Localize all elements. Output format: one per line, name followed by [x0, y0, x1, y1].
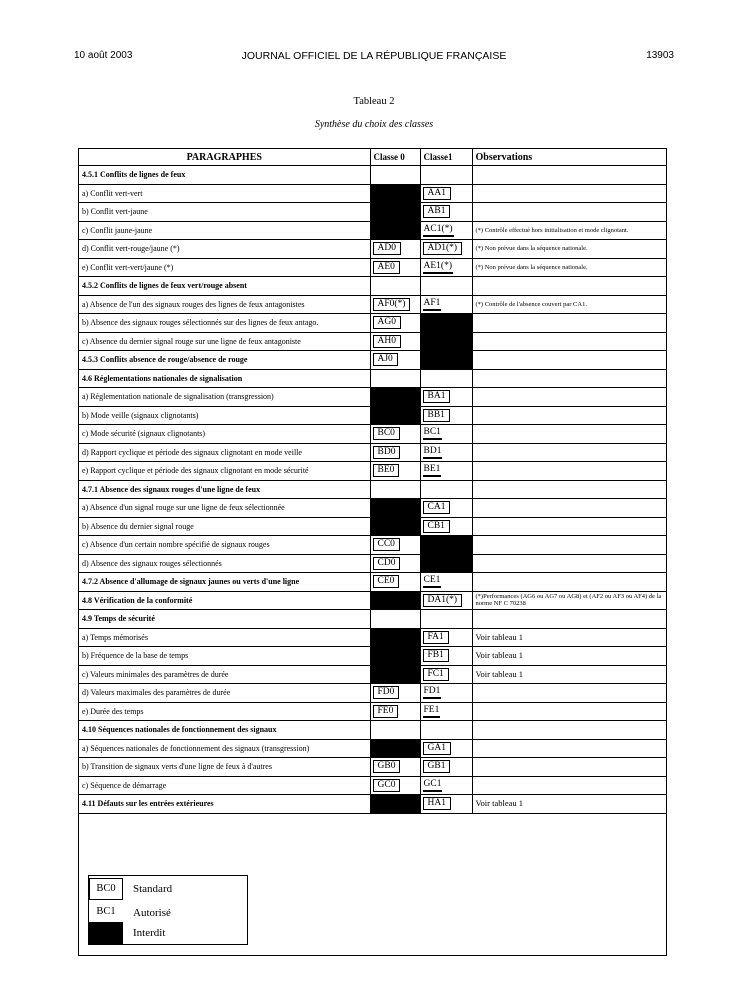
classe1-cell	[420, 462, 472, 481]
classe0-code: CE0	[373, 575, 400, 588]
observation-cell	[472, 388, 666, 407]
classe1-code: FC1	[423, 668, 449, 681]
classe1-code: CE1	[423, 575, 442, 588]
classe1-cell	[420, 203, 472, 222]
paragraph-label: c) Absence du dernier signal rouge sur une ligne de feux antagoniste	[79, 332, 370, 351]
observation-cell: Voir tableau 1	[472, 665, 666, 684]
classe1-cell	[420, 425, 472, 444]
classe1-cell	[420, 184, 472, 203]
section-row	[79, 795, 666, 814]
classe1-code: FE1	[423, 705, 441, 718]
table-row	[79, 776, 666, 795]
classe1-cell	[420, 591, 472, 610]
observation-cell: (*)Performances (AG6 ou AG7 ou AG8) et (AF2 ou AF3 ou AF4) de la norme NF C 70238	[472, 591, 666, 610]
legend-autorise-code: BC1	[89, 902, 123, 924]
observation-cell	[472, 573, 666, 592]
table-row	[79, 702, 666, 721]
paragraph-label: c) Mode sécurité (signaux clignotants)	[79, 425, 370, 444]
paragraph-label: d) Absence des signaux rouges sélectionnés	[79, 554, 370, 573]
paragraph-label: 4.9 Temps de sécurité	[79, 610, 370, 629]
classe0-cell	[370, 628, 420, 647]
paragraph-label: 4.7.2 Absence d'allumage de signaux jaunes ou verts d'une ligne	[79, 573, 370, 592]
paragraph-label: a) Conflit vert-vert	[79, 184, 370, 203]
table-header-row	[79, 149, 666, 166]
journal-title: JOURNAL OFFICIEL DE LA RÉPUBLIQUE FRANÇAISE	[241, 50, 507, 62]
observation-cell	[472, 369, 666, 388]
classe0-cell	[370, 591, 420, 610]
classe0-cell	[370, 647, 420, 666]
paragraph-label: 4.11 Défauts sur les entrées extérieures	[79, 795, 370, 814]
classe1-cell	[420, 240, 472, 259]
col-header-observations: Observations	[472, 149, 666, 166]
classe1-cell	[420, 739, 472, 758]
table-subtitle: Synthèse du choix des classes	[314, 119, 434, 130]
paragraph-label: a) Séquences nationales de fonctionnement des signaux (transgression)	[79, 739, 370, 758]
observation-cell	[472, 702, 666, 721]
classe1-cell	[420, 166, 472, 185]
classe0-cell	[370, 795, 420, 814]
observation-cell: (*) Non prévue dans la séquence nationale.	[472, 240, 666, 259]
classe0-code: CD0	[373, 557, 401, 570]
paragraph-label: a) Absence d'un signal rouge sur une ligne de feux sélectionnée	[79, 499, 370, 518]
table-row	[79, 258, 666, 277]
paragraph-label: 4.7.1 Absence des signaux rouges d'une ligne de feux	[79, 480, 370, 499]
classe0-cell	[370, 462, 420, 481]
classe0-code: GB0	[373, 760, 401, 773]
table-row	[79, 554, 666, 573]
paragraph-label: c) Séquence de démarrage	[79, 776, 370, 795]
section-row	[79, 610, 666, 629]
legend-standard	[89, 878, 247, 900]
classe0-cell	[370, 314, 420, 333]
classe1-code: BB1	[423, 409, 450, 422]
classe0-code: BD0	[373, 446, 401, 459]
classe0-cell	[370, 573, 420, 592]
classe0-cell	[370, 610, 420, 629]
col-header-paragraphes: PARAGRAPHES	[79, 149, 370, 166]
legend-interdit-swatch	[89, 922, 123, 944]
table-frame	[78, 148, 667, 956]
paragraph-label: b) Fréquence de la base de temps	[79, 647, 370, 666]
classe0-cell	[370, 684, 420, 703]
observation-cell	[472, 277, 666, 296]
classe1-code: GB1	[423, 760, 451, 773]
table-row	[79, 388, 666, 407]
paragraph-label: a) Absence de l'un des signaux rouges des lignes de feux antagonistes	[79, 295, 370, 314]
paragraph-label: 4.6 Réglementations nationales de signalisation	[79, 369, 370, 388]
classe1-cell	[420, 573, 472, 592]
classe0-cell	[370, 240, 420, 259]
observation-cell	[472, 758, 666, 777]
classe0-cell	[370, 184, 420, 203]
table-title: Tableau 2	[353, 96, 395, 107]
paragraph-label: b) Mode veille (signaux clignotants)	[79, 406, 370, 425]
paragraph-label: d) Valeurs maximales des paramètres de durée	[79, 684, 370, 703]
observation-cell	[472, 517, 666, 536]
classe1-cell	[420, 517, 472, 536]
classe0-cell	[370, 536, 420, 555]
classe1-cell	[420, 258, 472, 277]
classe1-cell	[420, 684, 472, 703]
section-row	[79, 166, 666, 185]
classe0-code: AF0(*)	[373, 298, 411, 311]
paragraph-label: b) Transition de signaux verts d'une ligne de feux à d'autres	[79, 758, 370, 777]
classe1-code: FD1	[423, 686, 442, 699]
table-row	[79, 221, 666, 240]
classe1-code: AD1(*)	[423, 242, 463, 255]
classe0-cell	[370, 203, 420, 222]
legend-autorise	[89, 902, 247, 924]
table-row	[79, 517, 666, 536]
classe0-cell	[370, 776, 420, 795]
section-row	[79, 480, 666, 499]
col-header-classe1: Classe1	[420, 149, 472, 166]
observation-cell: (*) Contrôle effectué hors initialisation et mode clignotant.	[472, 221, 666, 240]
observation-cell	[472, 184, 666, 203]
page-number: 13903	[646, 50, 674, 61]
classe0-cell	[370, 295, 420, 314]
paragraph-label: e) Rapport cyclique et période des signaux clignotant en mode sécurité	[79, 462, 370, 481]
observation-cell: Voir tableau 1	[472, 795, 666, 814]
classe0-code: FD0	[373, 686, 400, 699]
classe0-cell	[370, 721, 420, 740]
classe1-cell	[420, 776, 472, 795]
classes-table	[79, 149, 666, 814]
classe1-cell	[420, 610, 472, 629]
table-row	[79, 425, 666, 444]
classe1-code: AA1	[423, 187, 451, 200]
legend-interdit-label: Interdit	[133, 927, 166, 939]
classe0-cell	[370, 517, 420, 536]
legend	[88, 875, 248, 945]
observation-cell	[472, 314, 666, 333]
paragraph-label: 4.5.3 Conflits absence de rouge/absence de rouge	[79, 351, 370, 370]
paragraph-label: 4.8 Vérification de la conformité	[79, 591, 370, 610]
classe1-code: CB1	[423, 520, 450, 533]
observation-cell	[472, 499, 666, 518]
observation-cell: Voir tableau 1	[472, 647, 666, 666]
classe1-code: DA1(*)	[423, 594, 463, 607]
classe1-code: GC1	[423, 779, 443, 792]
table-row	[79, 628, 666, 647]
classe1-code: AE1(*)	[423, 261, 454, 274]
table-row	[79, 499, 666, 518]
observation-cell: Voir tableau 1	[472, 628, 666, 647]
classe1-code: AB1	[423, 205, 451, 218]
observation-cell	[472, 721, 666, 740]
classe0-code: BE0	[373, 464, 400, 477]
classe1-cell	[420, 369, 472, 388]
table-row	[79, 758, 666, 777]
observation-cell	[472, 739, 666, 758]
classe1-cell	[420, 536, 472, 555]
table-row	[79, 739, 666, 758]
observation-cell	[472, 166, 666, 185]
classe1-code: BD1	[423, 446, 443, 459]
classe1-code: BA1	[423, 390, 451, 403]
section-row	[79, 721, 666, 740]
classe1-cell	[420, 332, 472, 351]
observation-cell	[472, 351, 666, 370]
classe1-cell	[420, 702, 472, 721]
classe1-cell	[420, 221, 472, 240]
classe1-code: BE1	[423, 464, 442, 477]
classe1-cell	[420, 554, 472, 573]
observation-cell	[472, 536, 666, 555]
paragraph-label: c) Valeurs minimales des paramètres de durée	[79, 665, 370, 684]
classe0-cell	[370, 554, 420, 573]
section-row	[79, 369, 666, 388]
classe0-code: CC0	[373, 538, 400, 551]
classe1-cell	[420, 314, 472, 333]
table-row	[79, 684, 666, 703]
classe1-cell	[420, 388, 472, 407]
observation-cell: (*) Non prévue dans la séquence nationale.	[472, 258, 666, 277]
observation-cell	[472, 406, 666, 425]
paragraph-label: b) Absence du dernier signal rouge	[79, 517, 370, 536]
classe1-code: AF1	[423, 298, 442, 311]
paragraph-label: c) Conflit jaune-jaune	[79, 221, 370, 240]
classe1-cell	[420, 480, 472, 499]
paragraph-label: 4.10 Séquences nationales de fonctionnement des signaux	[79, 721, 370, 740]
table-row	[79, 647, 666, 666]
classe1-code: FA1	[423, 631, 449, 644]
table-row	[79, 536, 666, 555]
col-header-classe0: Classe 0	[370, 149, 420, 166]
observation-cell	[472, 554, 666, 573]
section-row	[79, 351, 666, 370]
classe1-cell	[420, 443, 472, 462]
classe0-cell	[370, 258, 420, 277]
classe0-cell	[370, 166, 420, 185]
classe1-cell	[420, 628, 472, 647]
classe0-code: AG0	[373, 316, 401, 329]
observation-cell	[472, 684, 666, 703]
classe1-cell	[420, 665, 472, 684]
observation-cell	[472, 425, 666, 444]
classe0-code: FE0	[373, 705, 399, 718]
observation-cell	[472, 776, 666, 795]
classe1-code: HA1	[423, 797, 451, 810]
paragraph-label: b) Absence des signaux rouges sélectionnés sur des lignes de feux antago.	[79, 314, 370, 333]
classe0-cell	[370, 739, 420, 758]
observation-cell	[472, 332, 666, 351]
paragraph-label: c) Absence d'un certain nombre spécifié de signaux rouges	[79, 536, 370, 555]
classe0-cell	[370, 665, 420, 684]
classe0-code: AJ0	[373, 353, 398, 366]
classe0-code: BC0	[373, 427, 400, 440]
observation-cell: (*) Contrôle de l'absence couvert par CA1.	[472, 295, 666, 314]
table-row	[79, 240, 666, 259]
classe0-cell	[370, 499, 420, 518]
legend-interdit	[89, 922, 247, 944]
paragraph-label: e) Conflit vert-vert/jaune (*)	[79, 258, 370, 277]
classe0-cell	[370, 221, 420, 240]
classe0-code: GC0	[373, 779, 401, 792]
classe0-cell	[370, 702, 420, 721]
classe1-cell	[420, 406, 472, 425]
classe0-cell	[370, 351, 420, 370]
legend-standard-label: Standard	[133, 883, 173, 895]
classe0-cell	[370, 443, 420, 462]
classe1-cell	[420, 647, 472, 666]
legend-autorise-label: Autorisé	[133, 907, 171, 919]
paragraph-label: d) Conflit vert-rouge/jaune (*)	[79, 240, 370, 259]
page-date: 10 août 2003	[74, 50, 133, 61]
table-row	[79, 184, 666, 203]
classe0-cell	[370, 758, 420, 777]
observation-cell	[472, 203, 666, 222]
legend-standard-code: BC0	[89, 878, 123, 900]
classe1-code: GA1	[423, 742, 451, 755]
classe0-cell	[370, 388, 420, 407]
classe1-code: CA1	[423, 501, 451, 514]
observation-cell	[472, 443, 666, 462]
classe1-cell	[420, 499, 472, 518]
classe1-code: FB1	[423, 649, 449, 662]
table-row	[79, 332, 666, 351]
classe0-code: AH0	[373, 335, 401, 348]
table-row	[79, 295, 666, 314]
observation-cell	[472, 610, 666, 629]
table-row	[79, 314, 666, 333]
classe0-cell	[370, 277, 420, 296]
classe1-cell	[420, 277, 472, 296]
table-row	[79, 203, 666, 222]
classe0-cell	[370, 332, 420, 351]
table-row	[79, 462, 666, 481]
table-row	[79, 443, 666, 462]
paragraph-label: d) Rapport cyclique et période des signaux clignotant en mode veille	[79, 443, 370, 462]
observation-cell	[472, 462, 666, 481]
section-row	[79, 591, 666, 610]
paragraph-label: a) Temps mémorisés	[79, 628, 370, 647]
paragraph-label: a) Réglementation nationale de signalisation (transgression)	[79, 388, 370, 407]
paragraph-label: 4.5.1 Conflits de lignes de feux	[79, 166, 370, 185]
classe0-cell	[370, 480, 420, 499]
section-row	[79, 277, 666, 296]
section-row	[79, 573, 666, 592]
classe0-cell	[370, 369, 420, 388]
classe0-code: AE0	[373, 261, 400, 274]
paragraph-label: e) Durée des temps	[79, 702, 370, 721]
classe1-cell	[420, 795, 472, 814]
table-row	[79, 665, 666, 684]
paragraph-label: b) Conflit vert-jaune	[79, 203, 370, 222]
table-row	[79, 406, 666, 425]
classe0-cell	[370, 425, 420, 444]
paragraph-label: 4.5.2 Conflits de lignes de feux vert/rouge absent	[79, 277, 370, 296]
table-body	[79, 166, 666, 814]
classe1-code: BC1	[423, 427, 442, 440]
classe1-cell	[420, 758, 472, 777]
classe1-cell	[420, 721, 472, 740]
classe1-code: AC1(*)	[423, 224, 454, 237]
classe1-cell	[420, 295, 472, 314]
classe0-code: AD0	[373, 242, 401, 255]
classe1-cell	[420, 351, 472, 370]
classe0-cell	[370, 406, 420, 425]
observation-cell	[472, 480, 666, 499]
